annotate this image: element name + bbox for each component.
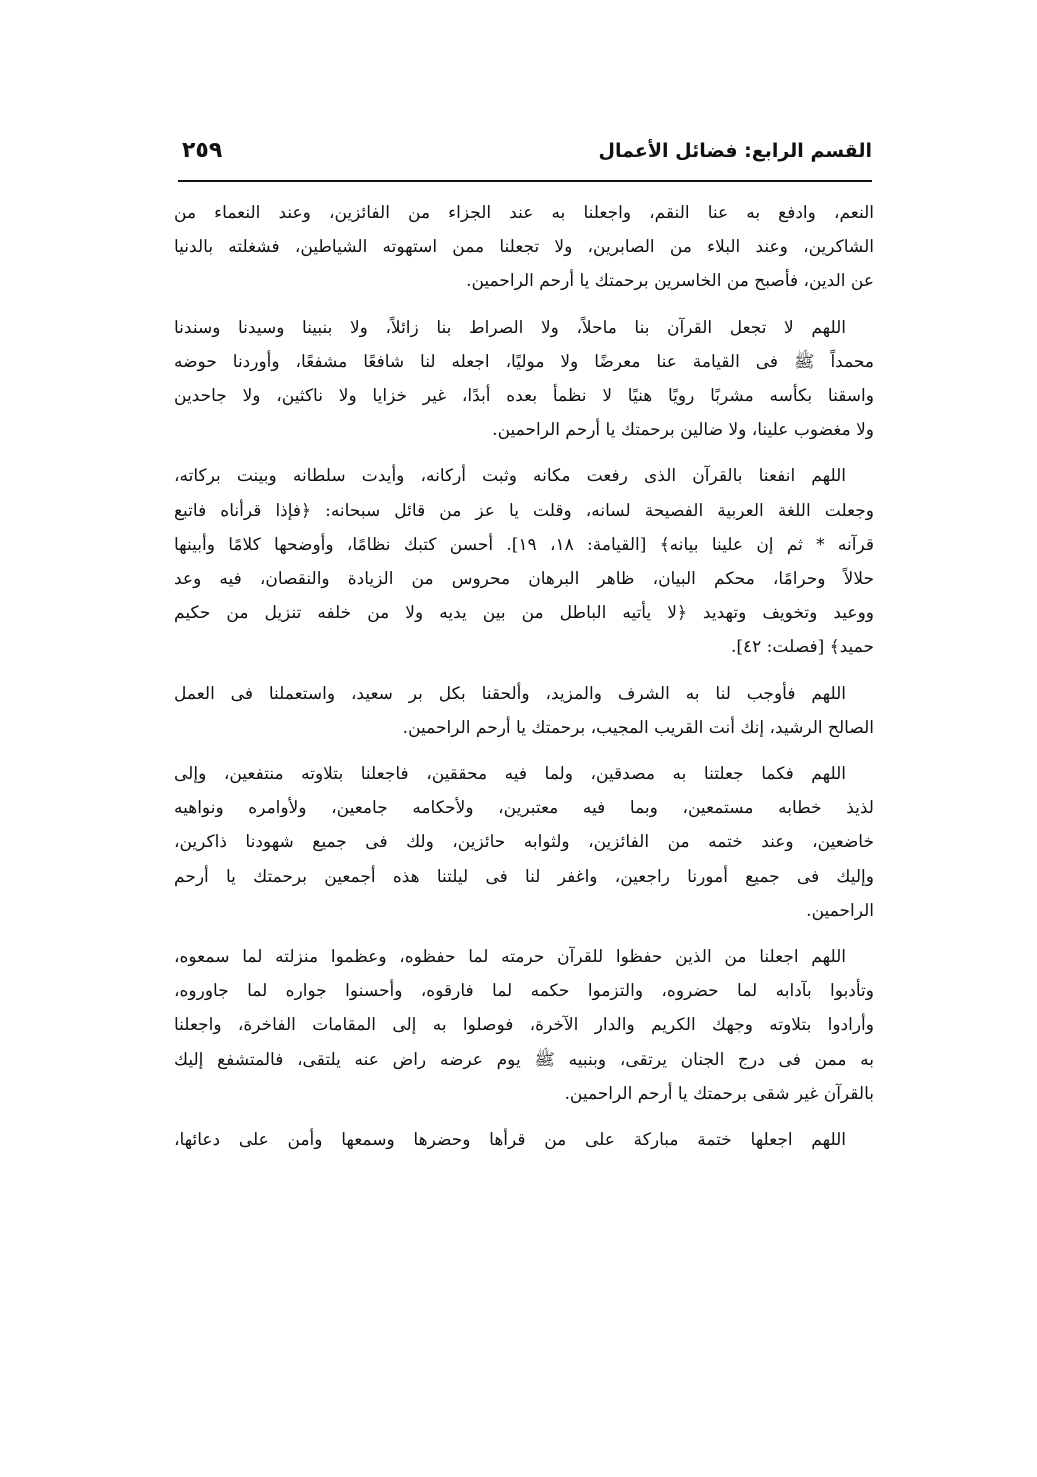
- paragraph: [174, 459, 874, 664]
- text-line: قرآنه * ثم إن علينا بيانه﴾ [القيامة: ١٨، ١٩]. أحسن كتبك نظامًا، وأوضحها كلامًا وأبينها: [174, 534, 874, 555]
- text-line: اللهم لا تجعل القرآن بنا ماحلاً، ولا الصراط بنا زائلاً، ولا بنبينا وسيدنا وسندنا: [174, 317, 846, 338]
- text-line: به ممن فى درج الجنان يرتقى، وبنبيه ﷺ يوم عرضه راض عنه يلتقى، فالمتشفع إليك: [174, 1049, 874, 1070]
- text-line: الشاكرين، وعند البلاء من الصابرين، ولا تجعلنا ممن استهوته الشياطين، فشغلته بالدنيا: [174, 237, 874, 258]
- text-line: واسقنا بكأسه مشربًا رويًا هنيًا لا نظمأ بعده أبدًا، غير خزايا ولا ناكثين، ولا جاحدين: [174, 386, 874, 407]
- text-line: بالقرآن غير شقى برحمتك يا أرحم الراحمين.: [564, 1083, 874, 1104]
- running-head: القسم الرابع: فضائل الأعمال: [598, 140, 872, 162]
- page-number: ٢٥٩: [182, 138, 223, 163]
- text-line: وإليك فى جميع أمورنا راجعين، واغفر لنا فى ليلتنا هذه أجمعين برحمتك يا أرحم: [174, 866, 874, 887]
- header-rule: [178, 180, 872, 182]
- paragraph: [174, 677, 874, 745]
- text-line: لذيذ خطابه مستمعين، وبما فيه معتبرين، ولأحكامه جامعين، ولأوامره ونواهيه: [174, 798, 874, 819]
- text-line: حلالاً وحرامًا، محكم البيان، ظاهر البرهان محروس من الزيادة والنقصان، فيه وعد: [174, 569, 874, 590]
- page-header: [178, 132, 872, 178]
- text-line: وجعلت اللغة العربية الفصيحة لسانه، وقلت يا عز من قائل سبحانه: ﴿فإذا قرأناه فاتبع: [174, 500, 874, 521]
- paragraph: [174, 1123, 874, 1157]
- text-line: الصالح الرشيد، إنك أنت القريب المجيب، برحمتك يا أرحم الراحمين.: [402, 717, 874, 738]
- text-line: ووعيد وتخويف وتهديد ﴿لا يأتيه الباطل من بين يديه ولا من خلفه تنزيل من حكيم: [174, 603, 874, 624]
- text-line: اللهم اجعلها ختمة مباركة على من قرأها وحضرها وسمعها وأمن على دعائها،: [174, 1130, 846, 1151]
- text-line: الراحمين.: [806, 900, 874, 921]
- paragraph: [174, 196, 874, 299]
- text-line: محمداً ﷺ فى القيامة عنا معرضًا ولا موليًا، اجعله لنا شافعًا مشفعًا، وأوردنا حوضه: [174, 351, 874, 372]
- text-line: النعم، وادفع به عنا النقم، واجعلنا به عند الجزاء من الفائزين، وعند النعماء من: [174, 203, 874, 223]
- text-line: اللهم انفعنا بالقرآن الذى رفعت مكانه وثبت أركانه، وأيدت سلطانه وبينت بركاته،: [174, 466, 846, 487]
- body-text: [174, 196, 874, 1157]
- text-line: اللهم فأوجب لنا به الشرف والمزيد، وألحقنا بكل بر سعيد، واستعملنا فى العمل: [174, 683, 846, 704]
- text-line: وتأدبوا بآدابه لما حضروه، والتزموا حكمه لما فارقوه، وأحسنوا جواره لما جاوروه،: [174, 981, 874, 1002]
- paragraph: [174, 940, 874, 1111]
- text-line: حميد﴾ [فصلت: ٤٢].: [730, 637, 874, 658]
- text-line: خاضعين، وعند ختمه من الفائزين، ولثوابه حائزين، ولك فى جميع شهودنا ذاكرين،: [174, 832, 874, 853]
- text-line: اللهم فكما جعلتنا به مصدقين، ولما فيه محققين، فاجعلنا بتلاوته منتفعين، وإلى: [174, 764, 846, 785]
- text-line: ولا مغضوب علينا، ولا ضالين برحمتك يا أرحم الراحمين.: [492, 420, 874, 441]
- paragraph: [174, 311, 874, 448]
- text-line: اللهم اجعلنا من الذين حفظوا للقرآن حرمته لما حفظوه، وعظموا منزلته لما سمعوه،: [174, 947, 846, 968]
- text-line: وأرادوا بتلاوته وجهك الكريم والدار الآخرة، فوصلوا به إلى المقامات الفاخرة، واجعلنا: [174, 1015, 874, 1036]
- text-line: عن الدين، فأصبح من الخاسرين برحمتك يا أرحم الراحمين.: [466, 271, 874, 292]
- paragraph: [174, 757, 874, 928]
